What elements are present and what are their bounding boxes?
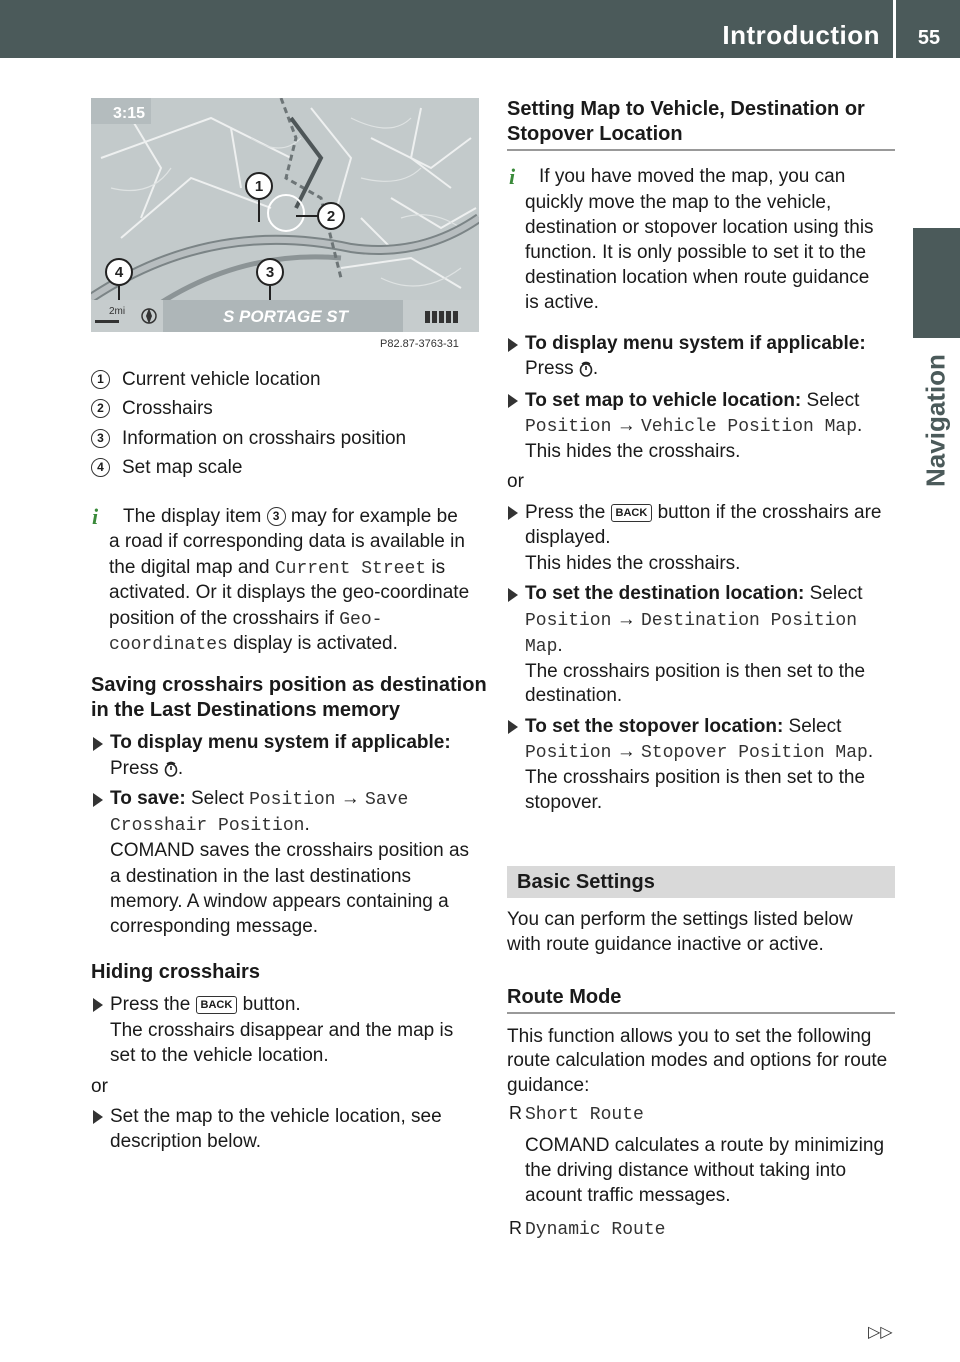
heading-rule [507, 149, 895, 151]
legend-item: 1 Current vehicle location [91, 367, 110, 392]
bullet-icon: R [509, 1103, 522, 1123]
section-heading: Saving crosshairs position as destination [91, 674, 487, 696]
section-heading: Stopover Location [507, 123, 683, 145]
callout-2: 2 [326, 208, 336, 225]
step-arrow-icon [508, 720, 518, 734]
legend-item: 2 Crosshairs [91, 396, 110, 421]
page-number: 55 [917, 27, 941, 49]
basic-settings-banner: Basic Settings [507, 866, 895, 898]
info-icon: i [509, 164, 516, 189]
map-street: S PORTAGE ST [223, 307, 349, 326]
info-icon: i [92, 504, 99, 529]
section-heading: in the Last Destinations memory [91, 699, 400, 721]
step-arrow-icon [508, 588, 518, 602]
page-header [0, 0, 960, 58]
map-scale: 2mi [109, 306, 126, 317]
header-divider [893, 0, 896, 58]
callout-4: 4 [114, 264, 124, 281]
controller-icon [579, 361, 593, 377]
map-graphic [91, 98, 479, 332]
section-heading: Hiding crosshairs [91, 961, 260, 983]
bullet-icon: R [509, 1218, 522, 1238]
side-tab-label: Navigation [920, 354, 951, 487]
step-arrow-icon [93, 737, 103, 751]
step-arrow-icon [508, 394, 518, 408]
navigation-map-image [91, 98, 479, 332]
step-arrow-icon [93, 793, 103, 807]
step-arrow-icon [93, 998, 103, 1012]
back-key: BACK [611, 504, 653, 522]
step-arrow-icon [508, 506, 518, 520]
side-tab-marker [913, 228, 960, 338]
side-tab [913, 58, 960, 1358]
callout-3: 3 [265, 264, 275, 281]
section-heading: Route Mode [507, 986, 622, 1008]
step-arrow-icon [508, 338, 518, 352]
heading-rule [507, 1012, 895, 1014]
map-time: 3:15 [113, 105, 146, 122]
legend-item: 4 Set map scale [91, 455, 110, 480]
controller-icon [164, 761, 178, 777]
callout-1: 1 [254, 178, 264, 195]
continue-icon: ▷▷ [868, 1324, 893, 1341]
figure-id: P82.87-3763-31 [380, 338, 459, 350]
step-arrow-icon [93, 1110, 103, 1124]
section-heading: Setting Map to Vehicle, Destination or [507, 98, 865, 120]
chapter-title: Introduction [722, 20, 880, 50]
back-key: BACK [196, 996, 238, 1014]
legend-item: 3 Information on crosshairs position [91, 426, 110, 451]
